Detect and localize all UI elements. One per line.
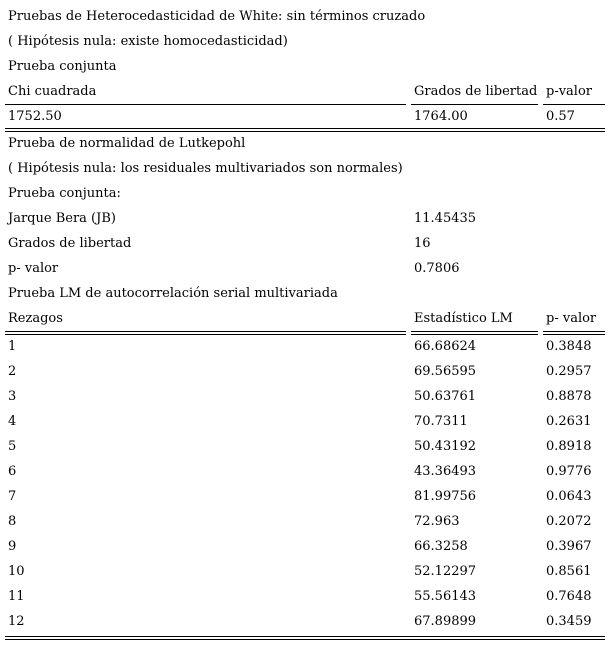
lm-table-row — [0, 335, 609, 360]
lm-lag: 8 — [8, 514, 17, 529]
white-values-row — [0, 105, 609, 130]
white-hypothesis-row — [0, 30, 609, 55]
lm-stat: 67.89899 — [414, 614, 477, 629]
lm-stat: 52.12297 — [414, 564, 477, 579]
lm-stat: 43.36493 — [414, 464, 477, 479]
lm-lag: 9 — [8, 539, 17, 554]
lm-lag: 12 — [8, 614, 25, 629]
lm-lag: 5 — [8, 439, 17, 454]
lm-p-value: 0.7648 — [546, 589, 592, 604]
lm-header-rule — [5, 331, 406, 332]
lm-p-value: 0.2072 — [546, 514, 592, 529]
lm-p-value: 0.3967 — [546, 539, 592, 554]
normality-row — [0, 207, 609, 232]
lm-lag: 2 — [8, 364, 17, 379]
lm-stat: 66.68624 — [414, 339, 477, 354]
lm-p-value: 0.8878 — [546, 389, 592, 404]
lm-header-p: p- valor — [546, 311, 597, 326]
lm-table-row — [0, 360, 609, 385]
lm-table-row — [0, 410, 609, 435]
lm-stat: 50.63761 — [414, 389, 477, 404]
white-title-row — [0, 5, 609, 30]
lm-table-row — [0, 510, 609, 535]
lm-lag: 11 — [8, 589, 25, 604]
normality-hypothesis-row — [0, 157, 609, 182]
normality-row — [0, 232, 609, 257]
lm-table-row — [0, 435, 609, 460]
lm-p-value: 0.3459 — [546, 614, 592, 629]
white-header-row — [0, 80, 609, 105]
normality-row-value: 16 — [414, 236, 431, 251]
lm-title-row — [0, 282, 609, 307]
normality-null-hypothesis: ( Hipótesis nula: los residuales multivariados son normales) — [8, 161, 403, 176]
lm-header-row — [0, 307, 609, 332]
white-header-df: Grados de libertad — [414, 84, 538, 99]
normality-row-label: Grados de libertad — [8, 236, 132, 251]
normality-row-label: p- valor — [8, 261, 59, 276]
lm-stat: 81.99756 — [414, 489, 477, 504]
lm-p-value: 0.2631 — [546, 414, 592, 429]
lm-lag: 10 — [8, 564, 25, 579]
lm-p-value: 0.2957 — [546, 364, 592, 379]
white-value-p: 0.57 — [546, 109, 575, 124]
white-null-hypothesis: ( Hipótesis nula: existe homocedasticidad) — [8, 34, 288, 49]
lm-p-value: 0.9776 — [546, 464, 592, 479]
white-joint-row — [0, 55, 609, 80]
normality-row-value: 0.7806 — [414, 261, 460, 276]
lm-stat: 72.963 — [414, 514, 460, 529]
lm-p-value: 0.8561 — [546, 564, 592, 579]
section-divider — [5, 128, 605, 129]
lm-table-row — [0, 585, 609, 610]
lm-p-value: 0.8918 — [546, 439, 592, 454]
normality-test-title: Prueba de normalidad de Lutkepohl — [8, 136, 246, 151]
lm-stat: 55.56143 — [414, 589, 477, 604]
lm-header-rule — [411, 331, 538, 332]
normality-row-label: Jarque Bera (JB) — [8, 211, 116, 226]
lm-table-row — [0, 610, 609, 635]
lm-lag: 3 — [8, 389, 17, 404]
white-joint-label: Prueba conjunta — [8, 59, 117, 74]
lm-table-row — [0, 460, 609, 485]
lm-test-title: Prueba LM de autocorrelación serial multivariada — [8, 286, 338, 301]
table-bottom-rule — [5, 639, 605, 640]
lm-stat: 69.56595 — [414, 364, 477, 379]
lm-table-row — [0, 385, 609, 410]
lm-p-value: 0.3848 — [546, 339, 592, 354]
normality-joint-label: Prueba conjunta: — [8, 186, 121, 201]
normality-joint-row — [0, 182, 609, 207]
table-bottom-rule — [5, 636, 605, 637]
lm-header-lag: Rezagos — [8, 311, 63, 326]
lm-header-stat: Estadístico LM — [414, 311, 513, 326]
white-header-p: p-valor — [546, 84, 593, 99]
lm-stat: 66.3258 — [414, 539, 468, 554]
white-value-chi: 1752.50 — [8, 109, 62, 124]
lm-lag: 7 — [8, 489, 17, 504]
lm-table-row — [0, 560, 609, 585]
lm-stat: 70.7311 — [414, 414, 468, 429]
lm-p-value: 0.0643 — [546, 489, 592, 504]
lm-table-row — [0, 485, 609, 510]
white-header-chi: Chi cuadrada — [8, 84, 97, 99]
normality-row — [0, 257, 609, 282]
white-test-title: Pruebas de Heterocedasticidad de White: sin términos cruzado — [8, 9, 426, 24]
lm-stat: 50.43192 — [414, 439, 477, 454]
normality-title-row — [0, 132, 609, 157]
white-value-df: 1764.00 — [414, 109, 468, 124]
lm-lag: 4 — [8, 414, 17, 429]
lm-table-row — [0, 535, 609, 560]
lm-header-rule — [543, 331, 605, 332]
lm-lag: 1 — [8, 339, 17, 354]
normality-row-value: 11.45435 — [414, 211, 477, 226]
lm-lag: 6 — [8, 464, 17, 479]
